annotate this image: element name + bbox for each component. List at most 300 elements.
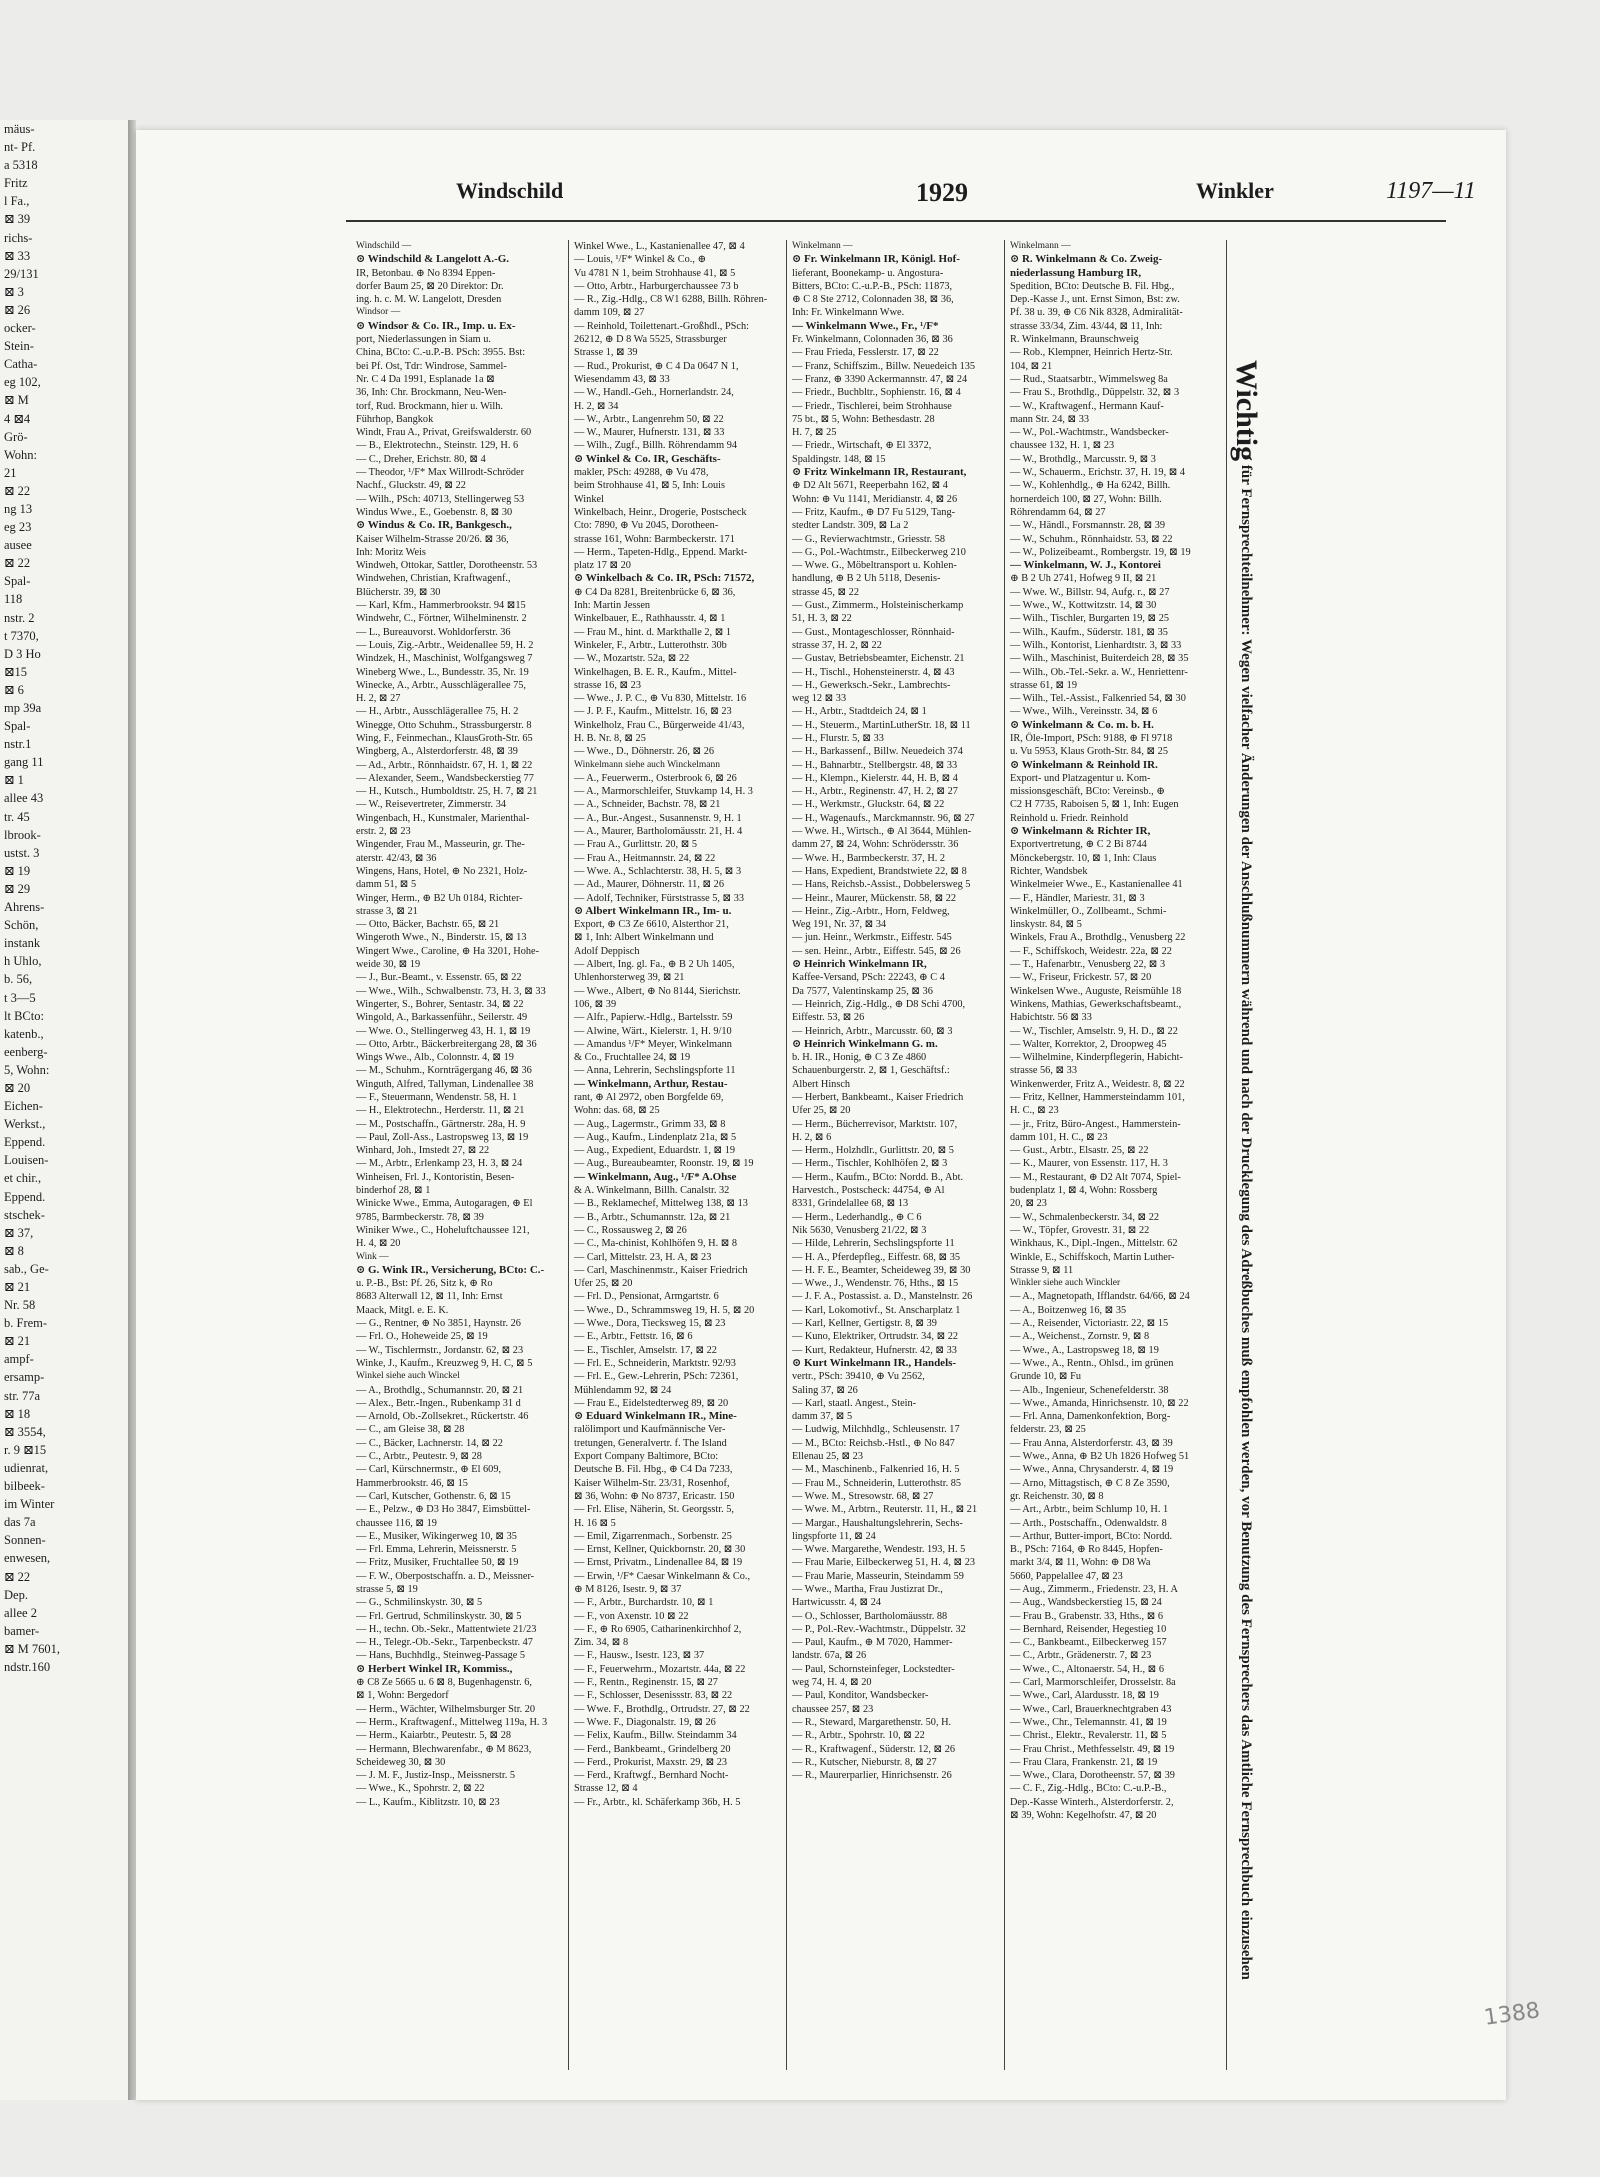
directory-entry: Wingens, Hans, Hotel, ⊕ No 2321, Holz- (356, 865, 528, 877)
directory-entry: u. Vu 5953, Klaus Groth-Str. 84, ⊠ 25 (1010, 746, 1168, 758)
adjacent-page-fragment: ersamp- (4, 1370, 45, 1385)
directory-entry: Cto: 7890, ⊕ Vu 2045, Dorotheen- (574, 520, 719, 532)
directory-entry: Da 7577, Valentinskamp 25, ⊠ 36 (792, 985, 933, 997)
directory-entry: — G., Pol.-Wachtmstr., Eilbeckerweg 210 (792, 546, 966, 558)
directory-entry: Wingerter, S., Bohrer, Sentastr. 34, ⊠ 22 (356, 998, 524, 1010)
directory-entry: — H., Werkmstr., Gluckstr. 64, ⊠ 22 (792, 799, 945, 811)
directory-entry: — Paul, Zoll-Ass., Lastropsweg 13, ⊠ 19 (356, 1131, 529, 1143)
adjacent-page-fragment: ⊠ 22 (4, 556, 31, 571)
adjacent-page-fragment: bamer- (4, 1623, 40, 1638)
directory-entry: — C., Bäcker, Lachnerstr. 14, ⊠ 22 (356, 1437, 503, 1449)
directory-entry: — Wwe. W., Billstr. 94, Aufg. r., ⊠ 27 (1010, 586, 1170, 598)
directory-entry: — Carl, Mittelstr. 23, H. A, ⊠ 23 (574, 1251, 712, 1263)
directory-entry: Spaldingstr. 148, ⊠ 15 (792, 453, 886, 465)
directory-entry: — Wwe. O., Stellingerweg 43, H. 1, ⊠ 19 (356, 1025, 531, 1037)
directory-entry: — Art., Arbtr., beim Schlump 10, H. 1 (1010, 1504, 1169, 1516)
directory-entry: — C., am Gleise 38, ⊠ 28 (356, 1424, 465, 1436)
directory-entry: chaussee 257, ⊠ 23 (792, 1703, 874, 1715)
directory-entry: — Frl. D., Pensionat, Armgartstr. 6 (574, 1291, 719, 1303)
directory-entry: — Gustav, Betriebsbeamter, Eichenstr. 21 (792, 653, 965, 665)
directory-entry: H. 4, ⊠ 20 (356, 1238, 401, 1250)
directory-entry: — Aug., Lagermstr., Grimm 33, ⊠ 8 (574, 1118, 726, 1130)
directory-entry: Scheideweg 30, ⊠ 30 (356, 1756, 446, 1768)
directory-entry: — Karl, Kellner, Gertigstr. 8, ⊠ 39 (792, 1318, 937, 1330)
directory-entry: — Frl. Gertrud, Schmilinskystr. 30, ⊠ 5 (356, 1610, 522, 1622)
directory-entry: — Frl. O., Hoheweide 25, ⊠ 19 (356, 1331, 488, 1343)
directory-entry: — H., Telegr.-Ob.-Sekr., Tarpenbeckstr. 47 (356, 1637, 533, 1649)
directory-entry: C2 H 7735, Raboisen 5, ⊠ 1, Inh: Eugen (1010, 799, 1179, 811)
adjacent-page-fragment: 5, Wohn: (4, 1062, 50, 1077)
directory-entry: — J. P. F., Kaufm., Mittelstr. 16, ⊠ 23 (574, 706, 732, 718)
directory-entry: — F., Feuerwehrm., Mozartstr. 44a, ⊠ 22 (574, 1663, 746, 1675)
directory-entry: chaussee 132, H. 1, ⊠ 23 (1010, 440, 1115, 452)
directory-entry: — H., Tischl., Hohensteinerstr. 4, ⊠ 43 (792, 666, 955, 678)
directory-entry: Hammerbrookstr. 46, ⊠ 15 (356, 1477, 468, 1489)
directory-entry: 8331, Grindelallee 68, ⊠ 13 (792, 1198, 909, 1210)
directory-entry: — Frau M., Schneiderin, Lutterothstr. 85 (792, 1477, 962, 1489)
directory-entry: — H., Kutsch., Humboldtstr. 25, H. 7, ⊠ 21 (356, 786, 538, 798)
adjacent-page-fragment: a 5318 (4, 158, 38, 173)
directory-entry: — A., Schneider, Bachstr. 78, ⊠ 21 (574, 799, 721, 811)
directory-entry: — Friedr., Tischlerei, beim Strohhause (792, 400, 952, 412)
directory-entry: Inh: Martin Jessen (574, 600, 651, 612)
directory-entry: — C., Arbtr., Peutestr. 9, ⊠ 28 (356, 1451, 482, 1463)
directory-entry: — Hans, Reichsb.-Assist., Dobbelersweg 5 (792, 879, 971, 891)
directory-entry: — Franz, ⊕ 3390 Ackermannstr. 47, ⊠ 24 (792, 373, 968, 385)
directory-entry: mann Str. 24, ⊠ 33 (1010, 413, 1089, 425)
directory-entry: — A., Feuerwerm., Osterbrook 6, ⊠ 26 (574, 772, 737, 784)
directory-entry: — B., Elektrotechn., Steinstr. 129, H. 6 (356, 440, 519, 452)
notice-body: für Fernsprechteilnehmer: Wegen vielfacher Änderungen der Anschlußnummern während und nach der Drucklegung des Adreßbuches muß empfohlen werden, vor Benutzung des Fernsprechers das Amtliche Fernsprechbuch einzusehen (1238, 464, 1254, 1980)
adjacent-page-fragment: ampf- (4, 1352, 34, 1367)
directory-entry: — L., Bureauvorst. Wohldorferstr. 36 (356, 626, 511, 638)
directory-entry: — Erwin, ¹/F* Caesar Winkelmann & Co., (574, 1570, 751, 1582)
directory-entry: — Wilhelmine, Kinderpflegerin, Habicht- (1010, 1052, 1183, 1064)
directory-entry: — Herm., Tischler, Kohlhöfen 2, ⊠ 3 (792, 1158, 948, 1170)
section-heading: Wink — (356, 1251, 389, 1262)
adjacent-page-fragment: lt BCto: (4, 1008, 44, 1023)
directory-entry: — Fritz, Musiker, Fruchtallee 50, ⊠ 19 (356, 1557, 519, 1569)
adjacent-page-fragment: enwesen, (4, 1551, 51, 1566)
directory-entry: — R., Steward, Margarethenstr. 50, H. (792, 1716, 952, 1728)
directory-entry: Pf. 38 u. 39, ⊕ C6 Nik 8328, Admiralität- (1010, 307, 1183, 319)
directory-entry: — Carl, Kürschnermstr., ⊕ El 609, (356, 1464, 502, 1476)
directory-entry: — Wwe., Albert, ⊕ No 8144, Sierichstr. (574, 985, 741, 997)
directory-entry: — W., Händl., Forsmannstr. 28, ⊠ 39 (1010, 520, 1166, 532)
directory-entry: — W., Pol.-Wachtmstr., Wandsbecker- (1010, 427, 1169, 439)
directory-entry: — M., Schuhm., Kornträgergang 46, ⊠ 36 (356, 1065, 532, 1077)
adjacent-page-fragment: 21 (4, 465, 17, 480)
directory-entry: ⊕ C8 Ze 5665 u. 6 ⊠ 8, Bugenhagenstr. 6, (356, 1677, 532, 1689)
directory-entry: — W., Maurer, Hufnerstr. 131, ⊠ 33 (574, 427, 725, 439)
firm-entry: ⊙ Windsor & Co. IR., Imp. u. Ex- (356, 319, 516, 332)
directory-entry: — Louis, Zig.-Arbtr., Weidenallee 59, H. 2 (356, 639, 534, 651)
firm-entry: ⊙ Herbert Winkel IR, Kommiss., (356, 1662, 513, 1675)
adjacent-page-fragment: im Winter (4, 1497, 55, 1512)
directory-entry: Mönckebergstr. 10, ⊠ 1, Inh: Claus (1010, 852, 1157, 864)
directory-entry: — H., Elektrotechn., Herderstr. 11, ⊠ 21 (356, 1105, 525, 1117)
directory-entry: Wingert Wwe., Caroline, ⊕ Ha 3201, Hohe- (356, 945, 540, 957)
directory-entry: strasse 45, ⊠ 22 (792, 586, 859, 598)
directory-entry: — Wwe., Chr., Telemannstr. 41, ⊠ 19 (1010, 1716, 1167, 1728)
directory-entry: Wing, F., Feinmechan., KlausGroth-Str. 65 (356, 732, 533, 744)
directory-entry: H. 16 ⊠ 5 (574, 1517, 616, 1529)
directory-entry: strasse 56, ⊠ 33 (1010, 1065, 1077, 1077)
adjacent-page-fragment: ⊠ 29 (4, 881, 31, 896)
directory-entry: — Wwe., Martha, Frau Justizrat Dr., (792, 1583, 943, 1595)
directory-entry: — C., Rossausweg 2, ⊠ 26 (574, 1224, 687, 1236)
directory-entry: — Hans, Buchhdlg., Steinweg-Passage 5 (356, 1650, 526, 1662)
directory-entry: — B., Reklamechef, Mittelweg 138, ⊠ 13 (574, 1198, 748, 1210)
directory-entry: Albert Hinsch (792, 1078, 851, 1090)
directory-entry: 36, Inh: Chr. Brockmann, Neu-Wen- (356, 387, 507, 399)
directory-entry: — W., Arbtr., Langenrehm 50, ⊠ 22 (574, 413, 724, 425)
directory-entry: 26212, ⊕ D 8 Wa 5525, Strassburger (574, 334, 727, 346)
directory-entry: — Paul, Schornsteinfeger, Lockstedter- (792, 1663, 955, 1675)
directory-entry: Winkelbach, Heinr., Drogerie, Postscheck (574, 506, 747, 518)
directory-column-2 (574, 240, 782, 2070)
directory-entry: — Fr., Arbtr., kl. Schäferkamp 36b, H. 5 (574, 1796, 741, 1808)
adjacent-page-fragment: ⊠ 39 (4, 212, 31, 227)
directory-entry: — O., Schlosser, Bartholomäusstr. 88 (792, 1610, 948, 1622)
adjacent-page-fragment: et chir., (4, 1171, 42, 1186)
directory-entry: — Wwe., Wilh., Schwalbenstr. 73, H. 3, ⊠ 33 (356, 985, 546, 997)
directory-entry: — Paul, Kaufm., ⊕ M 7020, Hammer- (792, 1637, 953, 1649)
directory-entry: — Herm., Holzhdlr., Gurlittstr. 20, ⊠ 5 (792, 1145, 954, 1157)
directory-entry: Bitters, BCto: C.-u.P.-B., PSch: 11873, (792, 280, 953, 292)
directory-entry: — Ad., Arbtr., Rönnhaidstr. 67, H. 1, ⊠ 22 (356, 759, 533, 771)
adjacent-page-fragment: tr. 45 (4, 809, 30, 824)
adjacent-page-fragment: Dep. (4, 1587, 28, 1602)
adjacent-page-fragment: ⊠ 1 (4, 773, 24, 788)
directory-entry: hornerdeich 100, ⊠ 27, Wohn: Billh. (1010, 493, 1162, 505)
directory-column-4 (1010, 240, 1218, 2070)
adjacent-page-fragment: Fritz (4, 176, 28, 191)
firm-entry: ⊙ G. Wink IR., Versicherung, BCto: C.- (356, 1263, 545, 1276)
directory-entry: — Ludwig, Milchhdlg., Schleusenstr. 17 (792, 1424, 960, 1436)
directory-page (136, 130, 1506, 2100)
directory-entry: Windwehr, C., Förtner, Wilhelminenstr. 2 (356, 613, 527, 625)
directory-entry: — Ferd., Prokurist, Maxstr. 29, ⊠ 23 (574, 1756, 728, 1768)
directory-entry: H. 2, ⊠ 34 (574, 400, 619, 412)
directory-entry: markt 3/4, ⊠ 11, Wohn: ⊕ D8 Wa (1010, 1557, 1151, 1569)
directory-entry: — C. F., Zig.-Hdlg., BCto: C.-u.P.-B., (1010, 1783, 1167, 1795)
directory-entry: Winkel (574, 493, 604, 505)
adjacent-page-fragment: Spal- (4, 719, 31, 734)
adjacent-page-fragment: das 7a (4, 1515, 36, 1530)
directory-entry: — Hans, Expedient, Brandstwiete 22, ⊠ 8 (792, 865, 967, 877)
directory-entry: — Kuno, Elektriker, Ortrudstr. 34, ⊠ 22 (792, 1331, 959, 1343)
directory-entry: — Arnold, Ob.-Zollsekret., Rückertstr. 46 (356, 1411, 529, 1423)
directory-entry: — H., Arbtr., Ausschlägerallee 75, H. 2 (356, 706, 519, 718)
directory-entry: aterstr. 42/43, ⊠ 36 (356, 852, 437, 864)
adjacent-page-fragment: ndstr.160 (4, 1659, 51, 1674)
directory-entry: — Theodor, ¹/F* Max Willrodt-Schröder (356, 467, 525, 479)
directory-entry: ⊠ 36, Wohn: ⊕ No 8737, Ericastr. 150 (574, 1490, 735, 1502)
directory-entry: — Wwe. Margarethe, Wendestr. 193, H. 5 (792, 1544, 966, 1556)
directory-entry: — Aug., Wandsbeckerstieg 15, ⊠ 24 (1010, 1597, 1162, 1609)
directory-entry: — Wwe., D., Schrammsweg 19, H. 5, ⊠ 20 (574, 1304, 755, 1316)
directory-entry: — Hermann, Blechwarenfabr., ⊕ M 8623, (356, 1743, 532, 1755)
directory-entry: chaussee 116, ⊠ 19 (356, 1517, 437, 1529)
adjacent-page-fragment: Wohn: (4, 447, 38, 462)
directory-entry: 104, ⊠ 21 (1010, 360, 1053, 372)
adjacent-page-fragment: Sonnen- (4, 1533, 46, 1548)
directory-entry: — Wilh., Tischler, Burgarten 19, ⊠ 25 (1010, 613, 1170, 625)
directory-entry: — A., Weichenst., Zornstr. 9, ⊠ 8 (1010, 1331, 1150, 1343)
adjacent-page-fragment: katenb., (4, 1026, 44, 1041)
adjacent-page-fragment: ⊠ 3 (4, 284, 24, 299)
directory-entry: Zim. 34, ⊠ 8 (574, 1637, 629, 1649)
directory-entry: — Wwe. F., Brothdlg., Ortrudstr. 27, ⊠ 22 (574, 1703, 750, 1715)
directory-entry: — Alb., Ingenieur, Schenefelderstr. 38 (1010, 1384, 1169, 1396)
directory-entry: — L., Kaufm., Kiblitzstr. 10, ⊠ 23 (356, 1796, 500, 1808)
adjacent-page-fragment: stschek- (4, 1207, 45, 1222)
adjacent-page-fragment: udienrat, (4, 1460, 49, 1475)
directory-entry: — Heinrich, Arbtr., Marcusstr. 60, ⊠ 3 (792, 1025, 953, 1037)
directory-entry: — Wwe. M., Stresowstr. 68, ⊠ 27 (792, 1490, 934, 1502)
directory-entry: — Wilh., Zugf., Billh. Röhrendamm 94 (574, 440, 737, 452)
adjacent-page-fragment: ⊠ 22 (4, 1569, 31, 1584)
adjacent-page-fragment: 4 ⊠4 (4, 411, 31, 426)
directory-entry: lingspforte 11, ⊠ 24 (792, 1530, 876, 1542)
directory-entry: — M., Postschaffn., Gärtnerstr. 28a, H. 9 (356, 1118, 526, 1130)
directory-entry: Ufer 25, ⊠ 20 (574, 1278, 633, 1290)
directory-entry: Windt, Frau A., Privat, Greifswalderstr. 60 (356, 427, 532, 439)
directory-entry: — Ernst, Kellner, Quickbornstr. 20, ⊠ 30 (574, 1544, 746, 1556)
directory-entry: — Wwe., W., Kottwitzstr. 14, ⊠ 30 (1010, 600, 1157, 612)
directory-entry: Winkenwerder, Fritz A., Weidestr. 8, ⊠ 22 (1010, 1078, 1185, 1090)
firm-entry: ⊙ Fr. Winkelmann IR, Königl. Hof- (792, 253, 960, 266)
firm-entry: ⊙ Heinrich Winkelmann IR, (792, 958, 927, 971)
directory-entry: 51, H. 3, ⊠ 22 (792, 613, 852, 625)
firm-entry: — Winkelmann, Arthur, Restau- (574, 1077, 728, 1090)
adjacent-page-fragment: ⊠ 8 (4, 1243, 24, 1258)
directory-entry: — H., Bahnarbtr., Stellbergstr. 48, ⊠ 33 (792, 759, 958, 771)
directory-entry: — H. A., Pferdepfleg., Eiffestr. 68, ⊠ 35 (792, 1251, 961, 1263)
directory-column-3 (792, 240, 1000, 2070)
directory-entry: — Herm., Bücherrevisor, Marktstr. 107, (792, 1118, 958, 1130)
directory-column-1 (356, 240, 564, 2070)
directory-entry: — J. F. A., Postassist. a. D., Manstelnstr. 26 (792, 1291, 973, 1303)
directory-entry: Winhard, Joh., Imstedt 27, ⊠ 22 (356, 1145, 490, 1157)
firm-entry: ⊙ Winkel & Co. IR, Geschäfts- (574, 452, 721, 465)
directory-entry: — Wilh., Kaufm., Süderstr. 181, ⊠ 35 (1010, 626, 1168, 638)
directory-entry: — H., techn. Ob.-Sekr., Mattentwiete 21/23 (356, 1623, 537, 1635)
directory-entry: 20, ⊠ 23 (1010, 1198, 1047, 1210)
adjacent-page-fragment: ⊠ 26 (4, 302, 31, 317)
directory-entry: ⊕ D2 Alt 5671, Reeperbahn 162, ⊠ 4 (792, 480, 948, 492)
directory-entry: — Felix, Kaufm., Billw. Steindamm 34 (574, 1730, 737, 1742)
directory-entry: — Aug., Kaufm., Lindenplatz 21a, ⊠ 5 (574, 1131, 737, 1143)
directory-entry: — Aug., Zimmerm., Friedenstr. 23, H. A (1010, 1583, 1178, 1595)
directory-entry: — H., Steuerm., MartinLutherStr. 18, ⊠ 11 (792, 719, 971, 731)
firm-entry: ⊙ Heinrich Winkelmann G. m. (792, 1037, 938, 1050)
firm-entry: — Winkelmann, Aug., ¹/F* A.Ohse (574, 1170, 737, 1183)
directory-entry: — Gust., Zimmerm., Holsteinischerkamp (792, 600, 964, 612)
directory-entry: — A., Marmorschleifer, Stuvkamp 14, H. 3 (574, 786, 753, 798)
adjacent-page-fragment: ocker- (4, 321, 36, 336)
directory-entry: — H., Klempn., Kielerstr. 44, H. B, ⊠ 4 (792, 772, 958, 784)
directory-entry: Wingeroth Wwe., N., Binderstr. 15, ⊠ 13 (356, 932, 527, 944)
adjacent-page-fragment: mäus- (4, 122, 35, 136)
directory-entry: — M., Maschinenb., Falkenried 16, H. 5 (792, 1464, 960, 1476)
directory-entry: — Adolf, Techniker, Fürststrasse 5, ⊠ 33 (574, 892, 745, 904)
directory-entry: — Otto, Arbtr., Harburgerchaussee 73 b (574, 280, 739, 292)
directory-entry: — A., Reisender, Victoriastr. 22, ⊠ 15 (1010, 1318, 1169, 1330)
directory-entry: Inh: Moritz Weis (356, 546, 426, 558)
adjacent-page-fragment: Ahrens- (4, 900, 45, 915)
directory-entry: strasse 61, ⊠ 19 (1010, 679, 1077, 691)
directory-entry: — E., Tischler, Amselstr. 17, ⊠ 22 (574, 1344, 717, 1356)
directory-entry: R. Winkelmann, Braunschweig (1010, 334, 1139, 346)
directory-entry: H. 2, ⊠ 6 (792, 1131, 832, 1143)
directory-entry: IR, Öle-Import, PSch: 9188, ⊕ Fl 9718 (1010, 732, 1173, 744)
directory-entry: Eiffestr. 53, ⊠ 26 (792, 1012, 865, 1024)
adjacent-page-fragment: l Fa., (4, 194, 30, 209)
directory-entry: — Christ., Elektr., Revalerstr. 11, ⊠ 5 (1010, 1730, 1167, 1742)
directory-entry: strasse 16, ⊠ 23 (574, 679, 641, 691)
adjacent-page-fragment: str. 77a (4, 1388, 41, 1403)
directory-entry: — Frl. Elise, Näherin, St. Georgsstr. 5, (574, 1504, 734, 1516)
directory-entry: 106, ⊠ 39 (574, 998, 617, 1010)
directory-entry: — Frau Clara, Frankenstr. 21, ⊠ 19 (1010, 1756, 1158, 1768)
directory-entry: Wingberg, A., Alsterdorferstr. 48, ⊠ 39 (356, 746, 518, 758)
directory-entry: Röhrendamm 64, ⊠ 27 (1010, 506, 1106, 518)
directory-entry: dorfer Baum 25, ⊠ 20 Direktor: Dr. (356, 280, 504, 292)
page-header (136, 178, 1506, 218)
directory-entry: — Herm., Tapeten-Hdlg., Eppend. Markt- (574, 546, 748, 558)
directory-entry: — G., Rentner, ⊕ No 3851, Haynstr. 26 (356, 1318, 521, 1330)
section-heading: Winkelmann siehe auch Winckelmann (574, 759, 720, 770)
directory-entry: Winger, Herm., ⊕ B2 Uh 0184, Richter- (356, 892, 523, 904)
directory-entry: H. 7, ⊠ 25 (792, 427, 837, 439)
firm-entry: ⊙ Winkelmann & Richter IR, (1010, 825, 1151, 838)
directory-entry: — Franz, Schiffszim., Billw. Neuedeich 135 (792, 360, 976, 372)
directory-entry: — A., Magnetopath, Ifflandstr. 64/66, ⊠ 24 (1010, 1291, 1190, 1303)
firm-entry: niederlassung Hamburg IR, (1010, 266, 1142, 279)
directory-entry: — Wwe., C., Altonaerstr. 54, H., ⊠ 6 (1010, 1663, 1165, 1675)
directory-entry: erstr. 2, ⊠ 23 (356, 826, 411, 838)
directory-entry: — Walter, Korrektor, 2, Droopweg 45 (1010, 1038, 1167, 1050)
header-last-name: Winkler (1196, 178, 1274, 203)
directory-entry: — E., Arbtr., Fettstr. 16, ⊠ 6 (574, 1331, 693, 1343)
notice-sidebar (1230, 360, 1274, 1980)
adjacent-page-fragment: t 3—5 (4, 990, 36, 1005)
firm-entry: ⊙ Albert Winkelmann IR., Im- u. (574, 904, 732, 917)
directory-entry: — Frau A., Heitmannstr. 24, ⊠ 22 (574, 852, 716, 864)
directory-entry: — W., Kohlenhdlg., ⊕ Ha 6242, Billh. (1010, 480, 1171, 492)
directory-entry: — Arth., Postschaffn., Odenwaldstr. 8 (1010, 1517, 1167, 1529)
directory-entry: — Heinr., Maurer, Mückenstr. 58, ⊠ 22 (792, 892, 957, 904)
adjacent-page-fragment: sab., Ge- (4, 1261, 49, 1276)
directory-entry: — Wwe., Carl, Alardusstr. 18, ⊠ 19 (1010, 1690, 1159, 1702)
directory-entry: — Aug., Bureaubeamter, Roonstr. 19, ⊠ 19 (574, 1158, 754, 1170)
directory-entry: — R., Kutscher, Nieburstr. 8, ⊠ 27 (792, 1756, 937, 1768)
directory-entry: & Co., Fruchtallee 24, ⊠ 19 (574, 1052, 691, 1064)
directory-entry: — Ferd., Kraftwgf., Bernhard Nocht- (574, 1770, 729, 1782)
directory-entry: — P., Pol.-Rev.-Wachtmstr., Düppelstr. 32 (792, 1623, 966, 1635)
directory-entry: — Louis, ¹/F* Winkel & Co., ⊕ (574, 254, 707, 266)
adjacent-page-fragment: nt- Pf. (4, 140, 36, 155)
adjacent-page-fragment: nstr. 2 (4, 610, 35, 625)
directory-entry: — E., Pelzw., ⊕ D3 Ho 3847, Eimsbüttel- (356, 1504, 531, 1516)
directory-entry: — Wwe., D., Döhnerstr. 26, ⊠ 26 (574, 746, 714, 758)
directory-entry: — Wwe., J. P. C., ⊕ Vu 830, Mittelstr. 16 (574, 693, 747, 705)
directory-entry: — G., Schmilinskystr. 30, ⊠ 5 (356, 1597, 483, 1609)
directory-entry: — M., BCto: Reichsb.-Hstl., ⊕ No 847 (792, 1437, 955, 1449)
directory-entry: Harvestch., Postscheck: 44754, ⊕ Al (792, 1185, 945, 1197)
firm-entry: ⊙ Windschild & Langelott A.-G. (356, 253, 510, 266)
directory-entry: — F., Steuermann, Wendenstr. 58, H. 1 (356, 1092, 518, 1103)
directory-entry: rant, ⊕ Al 2972, oben Borgfelde 69, (574, 1092, 724, 1103)
directory-entry: — C., Dreher, Erichstr. 80, ⊠ 4 (356, 453, 486, 465)
directory-entry: — A., Maurer, Bartholomäusstr. 21, H. 4 (574, 826, 743, 838)
directory-entry: — W., Brothdlg., Marcusstr. 9, ⊠ 3 (1010, 453, 1156, 465)
directory-entry: — Rud., Prokurist, ⊕ C 4 Da 0647 N 1, (574, 360, 739, 372)
directory-entry: 9785, Barmbeckerstr. 78, ⊠ 39 (356, 1211, 484, 1223)
directory-entry: — Herm., Kraftwagenf., Mittelweg 119a, H. 3 (356, 1716, 548, 1728)
directory-entry: beim Strohhause 41, ⊠ 5, Inh: Louis (574, 480, 726, 492)
directory-entry: Windweh, Ottokar, Sattler, Dorotheenstr. 53 (356, 560, 538, 572)
directory-entry: — W., Tischlermstr., Jordanstr. 62, ⊠ 23 (356, 1344, 524, 1356)
adjacent-page-fragment: D 3 Ho (4, 646, 41, 661)
directory-entry: port, Niederlassungen in Siam u. (356, 334, 491, 346)
directory-entry: — K., Maurer, von Essenstr. 117, H. 3 (1010, 1158, 1168, 1170)
adjacent-page-fragment: mp 39a (4, 701, 42, 715)
directory-entry: — Karl, Lokomotivf., St. Anscharplatz 1 (792, 1304, 961, 1316)
adjacent-page-fragment: Werkst., (4, 1117, 46, 1132)
directory-entry: — Herm., Kaufm., BCto: Nordd. B., Abt. (792, 1171, 964, 1183)
directory-entry: — M., Arbtr., Erlenkamp 23, H. 3, ⊠ 24 (356, 1158, 523, 1170)
directory-entry: Export, ⊕ C3 Ze 6610, Alsterthor 21, (574, 919, 729, 931)
directory-entry: — W., Töpfer, Grovestr. 31, ⊠ 22 (1010, 1224, 1150, 1236)
directory-entry: — Wilh., Tel.-Assist., Falkenried 54, ⊠ 30 (1010, 693, 1186, 705)
directory-entry: Mühlendamm 92, ⊠ 24 (574, 1384, 672, 1396)
directory-entry: ⊠ 1, Wohn: Bergedorf (356, 1690, 449, 1702)
section-heading: Winkler siehe auch Winckler (1010, 1278, 1121, 1289)
firm-entry: ⊙ Fritz Winkelmann IR, Restaurant, (792, 466, 967, 479)
directory-entry: Wineberg Wwe., L., Bundesstr. 35, Nr. 19 (356, 666, 529, 678)
directory-entry: Schauenburgerstr. 2, ⊠ 1, Geschäftsf.: (792, 1065, 950, 1077)
adjacent-page-fragment: ng 13 (4, 501, 33, 516)
directory-entry: — Heinrich, Zig.-Hdlg., ⊕ D8 Schi 4700, (792, 998, 966, 1010)
adjacent-page-fragment: ⊠ 37, (4, 1225, 34, 1240)
directory-entry: Winkelmeier Wwe., E., Kastanienallee 41 (1010, 879, 1183, 891)
directory-entry: — Frl. Emma, Lehrerin, Meissnerstr. 5 (356, 1544, 517, 1556)
directory-entry: — C., Bankbeamt., Eilbeckerweg 157 (1010, 1637, 1167, 1649)
directory-entry: — F., Arbtr., Burchardstr. 10, ⊠ 1 (574, 1597, 714, 1609)
directory-entry: — E., Musiker, Wikingerweg 10, ⊠ 35 (356, 1530, 517, 1542)
directory-entry: — W., Mozartstr. 52a, ⊠ 22 (574, 653, 690, 665)
directory-entry: — W., Kraftwagenf., Hermann Kauf- (1010, 400, 1164, 412)
directory-entry: — W., Schuhm., Rönnhaidstr. 53, ⊠ 22 (1010, 533, 1173, 545)
directory-entry: Winiker Wwe., C., Hoheluftchaussee 121, (356, 1224, 530, 1236)
section-heading: Winkel siehe auch Winckel (356, 1371, 460, 1382)
directory-entry: — Gust., Arbtr., Elsastr. 25, ⊠ 22 (1010, 1145, 1149, 1157)
adjacent-page-fragment: allee 43 (4, 791, 44, 806)
directory-entry: — Wilh., Maschinist, Buiterdeich 28, ⊠ 35 (1010, 653, 1189, 665)
directory-entry: — Wwe., Anna, ⊕ B2 Uh 1826 Hofweg 51 (1010, 1451, 1190, 1463)
adjacent-page-fragment: Catha- (4, 357, 38, 372)
adjacent-page-fragment: r. 9 ⊠15 (4, 1442, 47, 1457)
section-heading: Windsor — (356, 307, 401, 318)
directory-entry: — W., Schauerm., Erichstr. 37, H. 19, ⊠ 4 (1010, 467, 1186, 479)
directory-entry: — H., Wagenaufs., Marckmannstr. 96, ⊠ 27 (792, 812, 975, 824)
directory-entry: Nr. C 4 Da 1991, Esplanade 1a ⊠ (356, 373, 495, 385)
directory-entry: — jr., Fritz, Büro-Angest., Hammerstein- (1010, 1118, 1181, 1130)
directory-entry: — Otto, Bäcker, Bachstr. 65, ⊠ 21 (356, 919, 500, 931)
